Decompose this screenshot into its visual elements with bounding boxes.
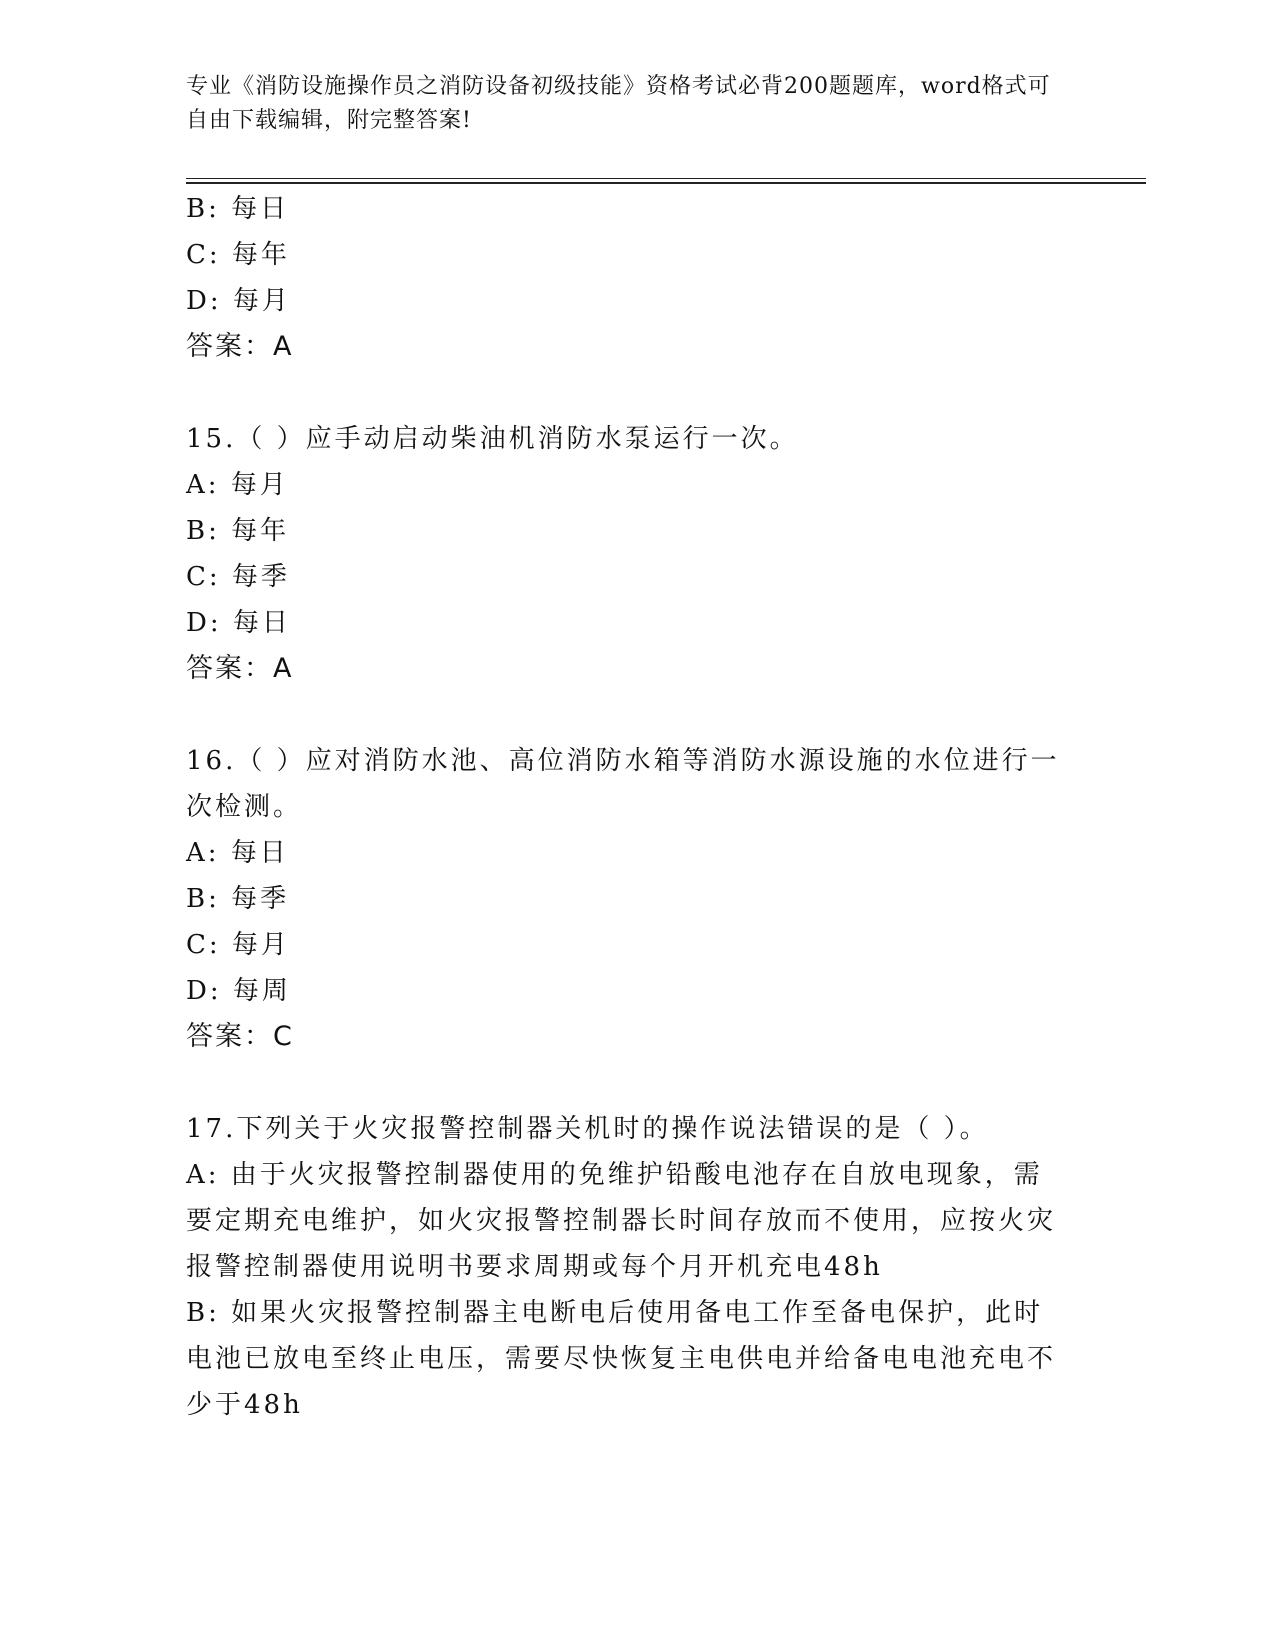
option-b: B: 每日 [186, 194, 290, 224]
option-b: B: 如果火灾报警控制器主电断电后使用备电工作至备电保护，此时电池已放电至终止电压，需要尽快恢复主电供电并给备电电池充电不少于48h [186, 1298, 1057, 1420]
option-d: D: 每日 [186, 608, 291, 638]
option-c: C: 每季 [186, 562, 290, 592]
question-15 [186, 416, 1066, 692]
question-14-tail [186, 186, 1066, 370]
option-d: D: 每周 [186, 976, 291, 1006]
option-b: B: 每季 [186, 884, 290, 914]
header-divider [186, 178, 1146, 179]
option-c: C: 每年 [186, 240, 290, 270]
option-a: A: 每月 [186, 470, 289, 500]
question-stem: 16.（ ）应对消防水池、高位消防水箱等消防水源设施的水位进行一次检测。 [186, 746, 1060, 822]
answer-line: 答案：A [186, 653, 294, 684]
answer-line: 答案：C [186, 1021, 294, 1052]
question-17 [186, 1106, 1066, 1428]
answer-line: 答案：A [186, 331, 294, 362]
option-c: C: 每月 [186, 930, 290, 960]
option-b: B: 每年 [186, 516, 290, 546]
option-d: D: 每月 [186, 286, 291, 316]
option-a: A: 由于火灾报警控制器使用的免维护铅酸电池存在自放电现象，需要定期充电维护，如火灾报警控制器长时间存放而不使用，应按火灾报警控制器使用说明书要求周期或每个月开机充电48h [186, 1160, 1057, 1282]
question-list [186, 186, 1066, 1428]
question-16 [186, 738, 1066, 1060]
header-divider-thick [186, 182, 1146, 184]
document-header: 专业《消防设施操作员之消防设备初级技能》资格考试必背200题题库，word格式可自由下载编辑，附完整答案! [186, 74, 1051, 133]
option-a: A: 每日 [186, 838, 289, 868]
question-stem: 17.下列关于火灾报警控制器关机时的操作说法错误的是（ ）。 [186, 1114, 989, 1144]
question-stem: 15.（ ）应手动启动柴油机消防水泵运行一次。 [186, 424, 799, 454]
